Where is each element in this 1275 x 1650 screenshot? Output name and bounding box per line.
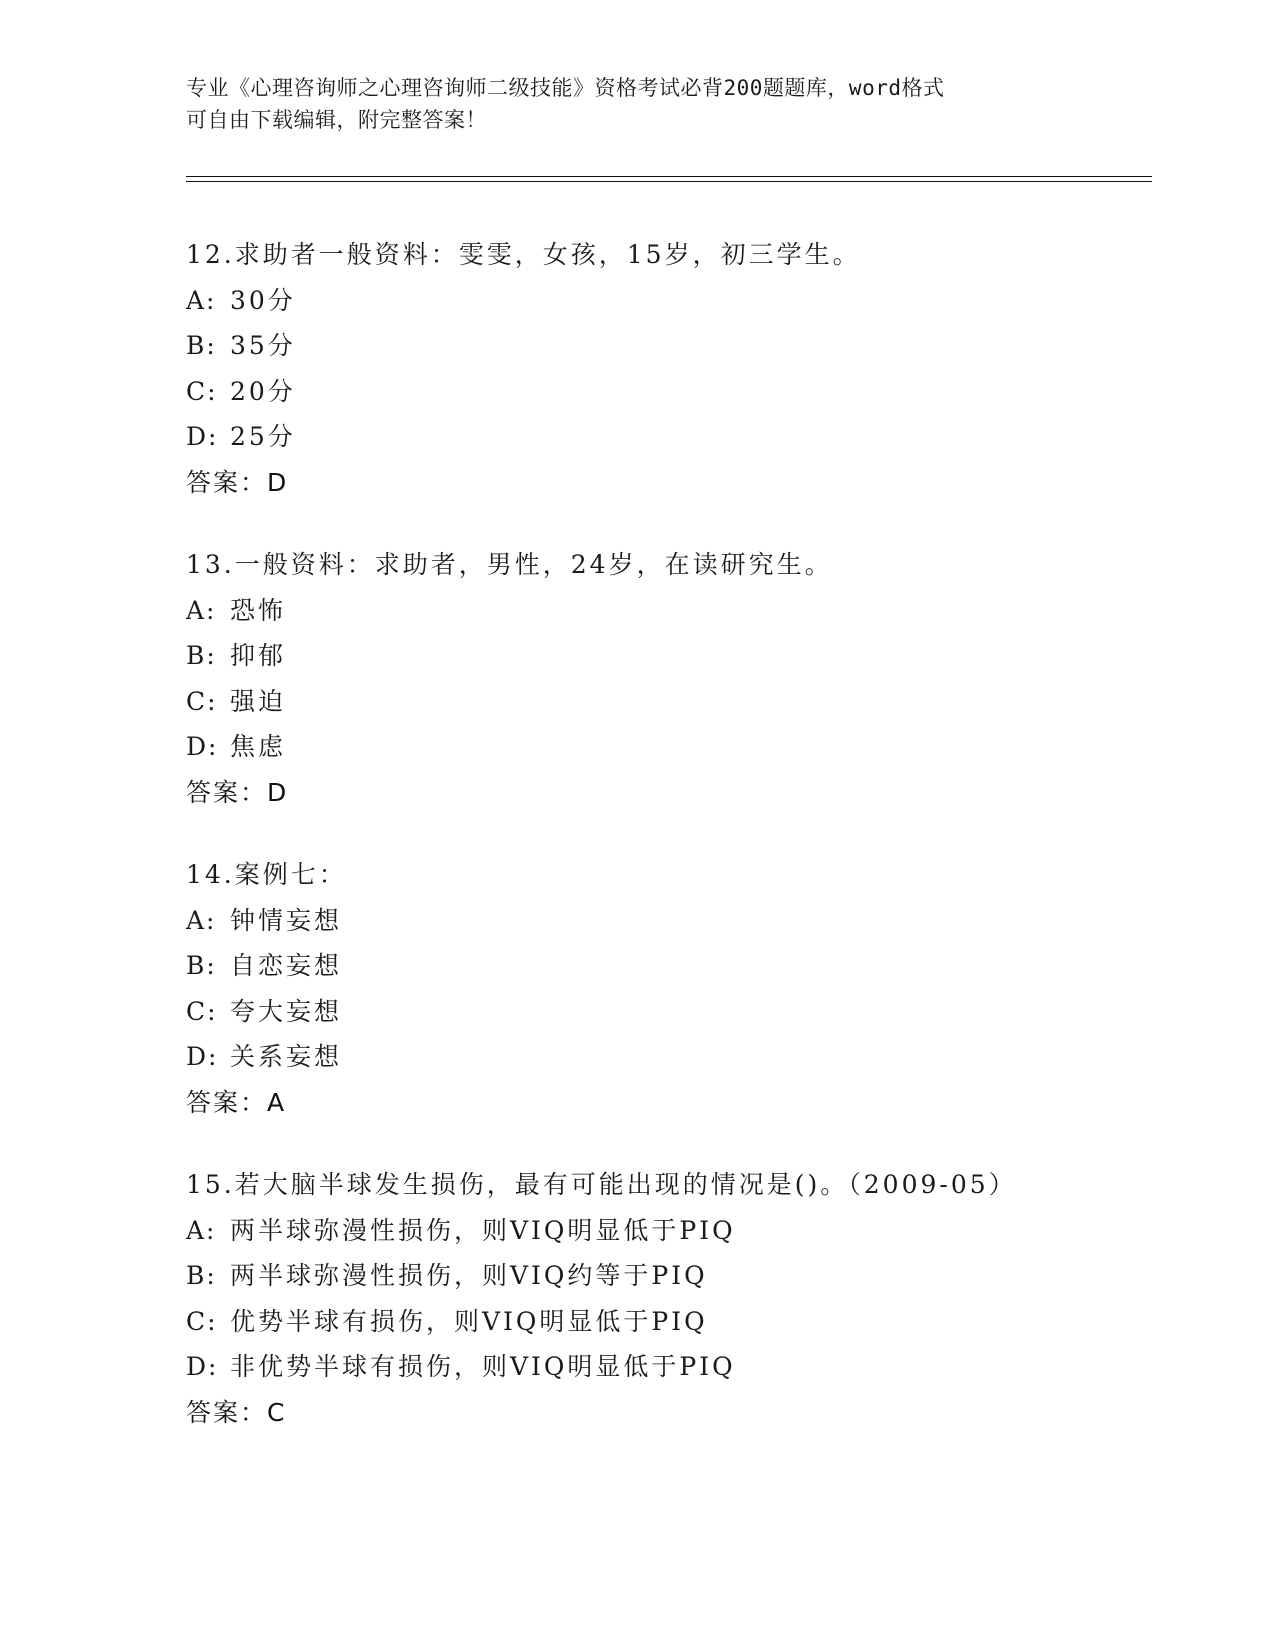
option-text: 恐怖 — [230, 595, 287, 625]
option-letter: B: — [186, 1261, 217, 1290]
option-d — [186, 1034, 1166, 1080]
option-b — [186, 943, 1166, 989]
option-b — [186, 323, 1166, 369]
option-letter: A: — [186, 595, 217, 625]
option-text: 两半球弥漫性损伤，则VIQ约等于PIQ — [230, 1261, 708, 1290]
option-c — [186, 989, 1166, 1035]
option-c — [186, 679, 1166, 725]
answer-line: 答案：D — [186, 777, 289, 807]
option-text: 抑郁 — [230, 641, 287, 670]
header-line-2: 可自由下载编辑，附完整答案！ — [186, 108, 487, 132]
option-letter: D: — [186, 1042, 219, 1071]
option-letter: C: — [186, 1306, 218, 1336]
question-14 — [186, 852, 1166, 1125]
question-stem: 12.求助者一般资料：雯雯，女孩，15岁，初三学生。 — [186, 240, 861, 269]
option-b — [186, 633, 1166, 679]
option-letter: C: — [186, 376, 218, 406]
option-d — [186, 1344, 1166, 1390]
question-stem: 13.一般资料：求助者，男性，24岁，在读研究生。 — [186, 550, 833, 579]
option-letter: D: — [186, 1352, 219, 1381]
option-text: 30分 — [230, 285, 296, 315]
option-letter: D: — [186, 422, 219, 451]
option-a — [186, 1208, 1166, 1254]
option-a — [186, 588, 1166, 634]
option-letter: C: — [186, 686, 218, 716]
option-text: 强迫 — [230, 686, 287, 716]
option-text: 非优势半球有损伤，则VIQ明显低于PIQ — [230, 1352, 736, 1381]
option-letter: A: — [186, 285, 217, 315]
option-text: 优势半球有损伤，则VIQ明显低于PIQ — [230, 1306, 708, 1336]
option-text: 钟情妄想 — [230, 905, 343, 935]
answer-line: 答案：C — [186, 1397, 287, 1427]
option-c — [186, 1299, 1166, 1345]
question-12 — [186, 232, 1166, 505]
option-text: 夸大妄想 — [230, 996, 343, 1026]
answer-line: 答案：D — [186, 467, 289, 497]
question-15 — [186, 1162, 1166, 1435]
option-text: 35分 — [230, 331, 296, 360]
option-letter: B: — [186, 951, 217, 980]
option-d — [186, 414, 1166, 460]
header-line-1: 专业《心理咨询师之心理咨询师二级技能》资格考试必背200题题库，word格式 — [186, 76, 945, 100]
option-a — [186, 278, 1166, 324]
option-letter: D: — [186, 732, 219, 761]
option-a — [186, 898, 1166, 944]
option-text: 焦虑 — [230, 732, 287, 761]
header-divider-bottom — [186, 181, 1152, 182]
option-d — [186, 724, 1166, 770]
option-letter: A: — [186, 1215, 217, 1245]
option-text: 25分 — [230, 422, 296, 451]
option-letter: B: — [186, 331, 217, 360]
question-list — [186, 232, 1166, 1472]
option-text: 两半球弥漫性损伤，则VIQ明显低于PIQ — [230, 1215, 736, 1245]
question-stem: 14.案例七： — [186, 860, 347, 889]
header-divider-top — [186, 176, 1152, 177]
option-letter: B: — [186, 641, 217, 670]
document-header — [186, 72, 1086, 136]
option-text: 关系妄想 — [230, 1042, 343, 1071]
question-stem: 15.若大脑半球发生损伤，最有可能出现的情况是()。（2009-05） — [186, 1170, 1017, 1199]
option-text: 自恋妄想 — [230, 951, 343, 980]
option-letter: C: — [186, 996, 218, 1026]
option-text: 20分 — [230, 376, 296, 406]
option-b — [186, 1253, 1166, 1299]
answer-line: 答案：A — [186, 1087, 287, 1117]
option-letter: A: — [186, 905, 217, 935]
question-13 — [186, 542, 1166, 815]
option-c — [186, 369, 1166, 415]
